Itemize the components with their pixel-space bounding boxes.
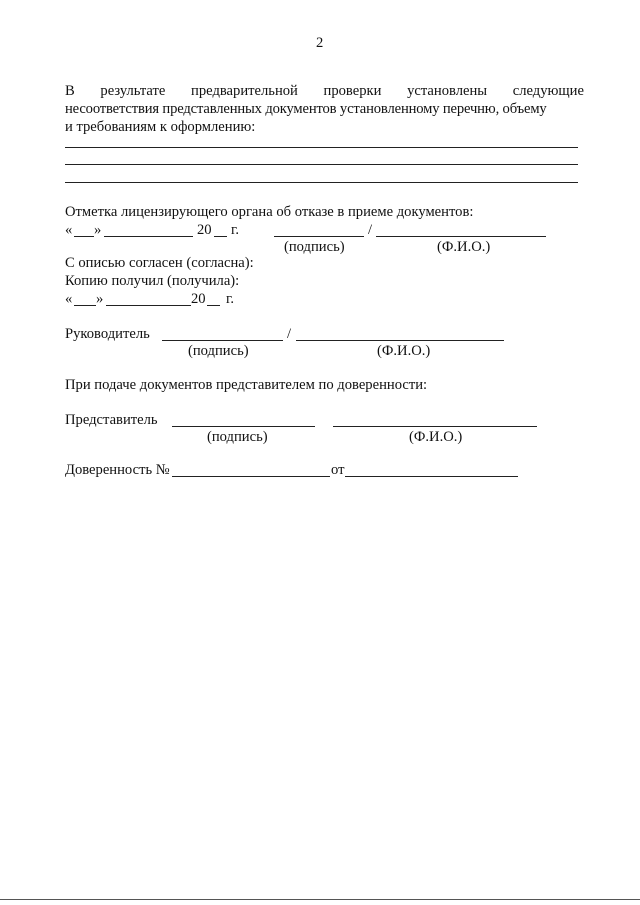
caption-signature: (подпись) (284, 239, 345, 255)
slash-separator: / (287, 326, 292, 342)
date-open-quote: « (65, 291, 73, 307)
date-day-field[interactable] (74, 305, 96, 306)
head-signature-field[interactable] (162, 340, 283, 341)
page-bottom-edge (0, 899, 640, 900)
refusal-name-field[interactable] (376, 236, 546, 237)
date-month-field[interactable] (106, 305, 191, 306)
caption-name: (Ф.И.О.) (377, 343, 431, 359)
intro-word: результате (100, 83, 166, 99)
representative-name-field[interactable] (333, 426, 537, 427)
date-year-field[interactable] (207, 305, 220, 306)
intro-word: проверки (323, 83, 382, 99)
date-year-field[interactable] (214, 236, 227, 237)
answer-line[interactable] (65, 147, 578, 148)
refusal-heading: Отметка лицензирующего органа об отказе в приеме документов: (65, 204, 474, 220)
representative-label: Представитель (65, 412, 158, 428)
representative-signature-field[interactable] (172, 426, 315, 427)
date-century: 20 (191, 291, 206, 307)
answer-line[interactable] (65, 164, 578, 165)
page-number: 2 (316, 35, 324, 51)
refusal-signature-field[interactable] (274, 236, 364, 237)
date-open-quote: « (65, 222, 73, 238)
inventory-agreed-label: С описью согласен (согласна): (65, 255, 254, 271)
intro-line-3: и требованиям к оформлению: (65, 119, 256, 135)
intro-word: предварительной (191, 83, 298, 99)
answer-line[interactable] (65, 182, 578, 183)
intro-line-2: несоответствия представленных документов установленному перечню, объему (65, 101, 547, 117)
date-year-suffix: г. (226, 291, 234, 307)
head-label: Руководитель (65, 326, 150, 342)
intro-word: установлены (407, 83, 488, 99)
date-close-quote: » (94, 222, 102, 238)
caption-name: (Ф.И.О.) (437, 239, 491, 255)
power-of-attorney-label: Доверенность № (65, 462, 170, 478)
power-of-attorney-date-field[interactable] (345, 476, 518, 477)
date-day-field[interactable] (74, 236, 94, 237)
intro-word: В (65, 83, 75, 99)
power-of-attorney-number-field[interactable] (172, 476, 330, 477)
from-label: от (331, 462, 345, 478)
date-month-field[interactable] (104, 236, 193, 237)
date-close-quote: » (96, 291, 104, 307)
proxy-heading: При подаче документов представителем по доверенности: (65, 377, 428, 393)
copy-received-label: Копию получил (получила): (65, 273, 240, 289)
slash-separator: / (368, 222, 373, 238)
date-year-suffix: г. (231, 222, 239, 238)
intro-word: следующие (512, 83, 584, 99)
head-name-field[interactable] (296, 340, 504, 341)
date-century: 20 (197, 222, 212, 238)
caption-signature: (подпись) (207, 429, 268, 445)
caption-name: (Ф.И.О.) (409, 429, 463, 445)
caption-signature: (подпись) (188, 343, 249, 359)
intro-line-1 (65, 84, 584, 99)
